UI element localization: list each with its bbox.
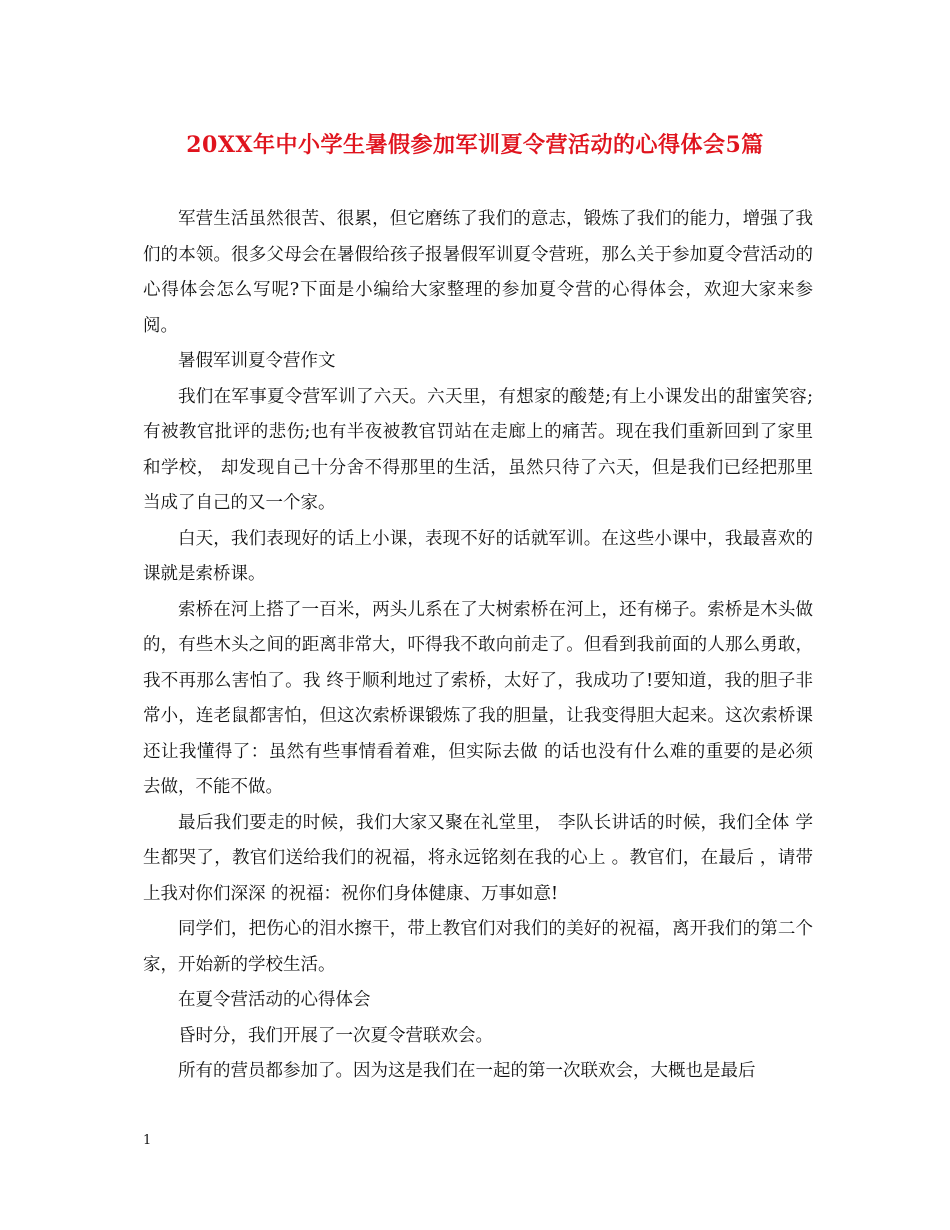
paragraph-classmates: 同学们，把伤心的泪水擦干，带上教官们对我们的美好的祝福，离开我们的第二个家，开始新的学校生活。 bbox=[143, 919, 813, 975]
document-title: 20XX年中小学生暑假参加军训夏令营活动的心得体会5篇 bbox=[186, 132, 764, 158]
paragraph-intro: 军营生活虽然很苦、很累，但它磨练了我们的意志，锻炼了我们的能力，增强了我们的本领。很多父母会在暑假给孩子报暑假军训夏令营班，那么关于参加夏令营活动的心得体会怎么写呢?下面是小编给大家整理的参加夏令营的心得体会，欢迎大家来参阅。 bbox=[143, 209, 813, 336]
section-heading-essay: 暑假军训夏令营作文 bbox=[178, 351, 336, 371]
paragraph-all-campers: 所有的营员都参加了。因为这是我们在一起的第一次联欢会，大概也是最后 bbox=[178, 1061, 756, 1081]
document-body bbox=[143, 202, 813, 1090]
paragraph-evening-party: 昏时分，我们开展了一次夏令营联欢会。 bbox=[178, 1025, 493, 1046]
paragraph-six-days: 我们在军事夏令营军训了六天。六天里，有想家的酸楚;有上小课发出的甜蜜笑容;有被教官批评的悲伤;也有半夜被教官罚站在走廊上的痛苦。现在我们重新回到了家里和学校， 却发现自己十分舍不得那里的生活，虽然只待了六天，但是我们已经把那里当成了自己的又一个家。 bbox=[143, 386, 813, 513]
paragraph-daytime: 白天，我们表现好的话上小课，表现不好的话就军训。在这些小课中，我最喜欢的课就是索桥课。 bbox=[143, 528, 813, 584]
paragraph-rope-bridge: 索桥在河上搭了一百米，两头儿系在了大树索桥在河上，还有梯子。索桥是木头做的，有些木头之间的距离非常大，吓得我不敢向前走了。但看到我前面的人那么勇敢，我不再那么害怕了。我 终于顺利地过了索桥，太好了，我成功了!要知道，我的胆子非常小，连老鼠都害怕，但这次索桥课锻炼了我的胆量，让我变得胆大起来。这次索桥课还让我懂得了：虽然有些事情看着难，但实际去做 的话也没有什么难的重要的是必须去做，不能不做。 bbox=[143, 599, 813, 797]
page-number: 1 bbox=[143, 1133, 152, 1148]
section-heading-experience: 在夏令营活动的心得体会 bbox=[178, 990, 371, 1010]
paragraph-farewell: 最后我们要走的时候，我们大家又聚在礼堂里， 李队长讲话的时候，我们全体 学生都哭了，教官们送给我们的祝福，将永远铭刻在我的心上 。教官们，在最后 ，请带上我对你们深深 的祝福：祝你们身体健康、万事如意! bbox=[143, 812, 813, 904]
